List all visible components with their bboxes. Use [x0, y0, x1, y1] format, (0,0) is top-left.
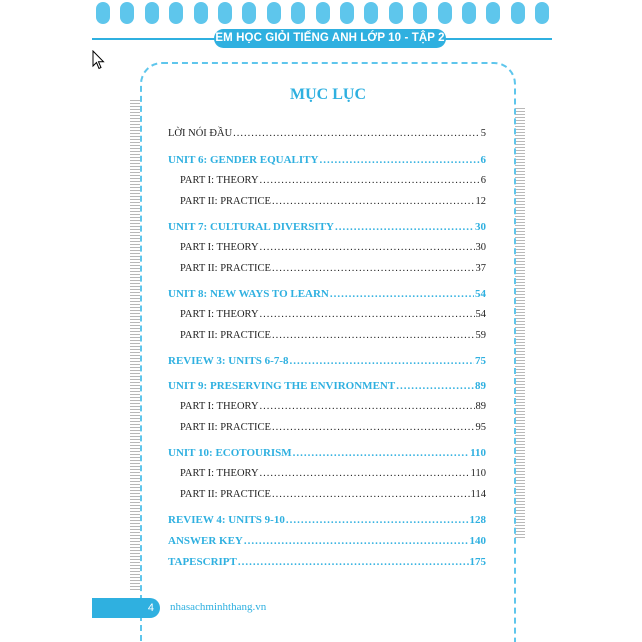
toc-entry-page: 175 [469, 556, 486, 568]
toc-leader-dots [260, 309, 475, 320]
binding-ring [486, 2, 500, 24]
toc-entry-label: UNIT 6: GENDER EQUALITY [168, 154, 319, 166]
toc-entry [168, 468, 486, 479]
toc-entry [168, 355, 486, 367]
toc-entry-label: PART I: THEORY [180, 175, 259, 186]
toc-entry-page: 30 [475, 221, 486, 233]
toc-leader-dots [260, 242, 475, 253]
toc-entry [168, 288, 486, 300]
toc-entry-page: 30 [475, 242, 486, 253]
toc-entry [168, 242, 486, 253]
toc-leader-dots [335, 221, 474, 233]
binding-ring [364, 2, 378, 24]
toc-entry [168, 535, 486, 547]
toc-leader-dots [293, 447, 469, 459]
toc-entry-page: 59 [475, 330, 486, 341]
toc-leader-dots [286, 514, 469, 526]
toc-entry-label: UNIT 8: NEW WAYS TO LEARN [168, 288, 329, 300]
spiral-binding [96, 2, 556, 24]
toc-entry-label: PART I: THEORY [180, 468, 259, 479]
toc-leader-dots [330, 288, 474, 300]
toc-entry-label: PART II: PRACTICE [180, 422, 271, 433]
toc-entry [168, 330, 486, 341]
binding-ring [120, 2, 134, 24]
toc-entry-page: 110 [470, 468, 486, 479]
toc-entry [168, 489, 486, 500]
toc-entry-label: PART I: THEORY [180, 309, 259, 320]
toc-entry-page: 128 [469, 514, 486, 526]
toc-entry-page: 110 [470, 447, 486, 459]
toc-entry-page: 6 [480, 154, 486, 166]
toc-entry-label: REVIEW 3: UNITS 6-7-8 [168, 355, 289, 367]
binding-ring [267, 2, 281, 24]
binding-ring [511, 2, 525, 24]
toc-entry-label: UNIT 9: PRESERVING THE ENVIRONMENT [168, 380, 396, 392]
toc-entry-label: PART I: THEORY [180, 401, 259, 412]
toc-leader-dots [290, 355, 474, 367]
page-edge-stripes-left [130, 100, 140, 590]
binding-ring [413, 2, 427, 24]
toc-entry-label: ANSWER KEY [168, 535, 243, 547]
page-edge-stripes-right [515, 108, 525, 538]
page-title: MỤC LỤC [290, 86, 366, 103]
toc-entry-label: UNIT 10: ECOTOURISM [168, 447, 292, 459]
toc-leader-dots [272, 196, 475, 207]
toc-entry-page: 54 [475, 309, 486, 320]
binding-ring [291, 2, 305, 24]
toc-entry [168, 263, 486, 274]
toc-entry [168, 175, 486, 186]
binding-ring [389, 2, 403, 24]
toc-entry-page: 140 [469, 535, 486, 547]
binding-ring [218, 2, 232, 24]
mouse-pointer-icon [92, 50, 106, 70]
toc-entry [168, 380, 486, 392]
toc-entry-page: 89 [475, 380, 486, 392]
toc-entry-label: PART II: PRACTICE [180, 196, 271, 207]
toc-entry-label: TAPESCRIPT [168, 556, 237, 568]
binding-ring [194, 2, 208, 24]
toc-entry-label: PART II: PRACTICE [180, 489, 271, 500]
toc-leader-dots [260, 175, 480, 186]
toc-entry [168, 196, 486, 207]
binding-ring [96, 2, 110, 24]
toc-entry-label: PART II: PRACTICE [180, 263, 271, 274]
toc-entry-label: PART I: THEORY [180, 242, 259, 253]
toc-entry-page: 54 [475, 288, 486, 300]
toc-entry-label: LỜI NÓI ĐẦU [168, 128, 233, 139]
toc-entry-page: 37 [475, 263, 486, 274]
toc-leader-dots [319, 154, 479, 166]
toc-entry-label: REVIEW 4: UNITS 9-10 [168, 514, 285, 526]
toc-leader-dots [272, 263, 475, 274]
toc-entry-page: 75 [475, 355, 486, 367]
content-frame [140, 62, 516, 642]
toc-entry [168, 309, 486, 320]
binding-ring [145, 2, 159, 24]
toc-leader-dots [238, 556, 469, 568]
toc-leader-dots [244, 535, 469, 547]
toc-leader-dots [396, 380, 474, 392]
binding-ring [462, 2, 476, 24]
toc-entry [168, 514, 486, 526]
toc-entry-page: 89 [475, 401, 486, 412]
toc-entry-page: 114 [470, 489, 486, 500]
toc-leader-dots [272, 422, 475, 433]
publisher-website: nhasachminhthang.vn [170, 601, 267, 613]
toc-entry-page: 95 [475, 422, 486, 433]
toc-entry [168, 447, 486, 459]
binding-ring [316, 2, 330, 24]
binding-ring [340, 2, 354, 24]
toc-leader-dots [272, 330, 475, 341]
toc-leader-dots [233, 128, 480, 139]
toc-entry-page: 5 [480, 128, 486, 139]
toc-leader-dots [260, 468, 470, 479]
toc-entry [168, 128, 486, 139]
toc-entry-page: 12 [475, 196, 486, 207]
toc-entry [168, 221, 486, 233]
toc-entry [168, 556, 486, 568]
toc-entry-page: 6 [480, 175, 486, 186]
binding-ring [169, 2, 183, 24]
toc-leader-dots [272, 489, 470, 500]
binding-ring [438, 2, 452, 24]
toc-entry [168, 401, 486, 412]
toc-entry [168, 422, 486, 433]
toc-entry-label: UNIT 7: CULTURAL DIVERSITY [168, 221, 334, 233]
binding-ring [535, 2, 549, 24]
book-title-banner: EM HỌC GIỎI TIẾNG ANH LỚP 10 - TẬP 2 [214, 29, 446, 48]
toc-leader-dots [260, 401, 475, 412]
toc-entry [168, 154, 486, 166]
binding-ring [242, 2, 256, 24]
page-number-badge: 4 [92, 598, 160, 618]
toc-entry-label: PART II: PRACTICE [180, 330, 271, 341]
